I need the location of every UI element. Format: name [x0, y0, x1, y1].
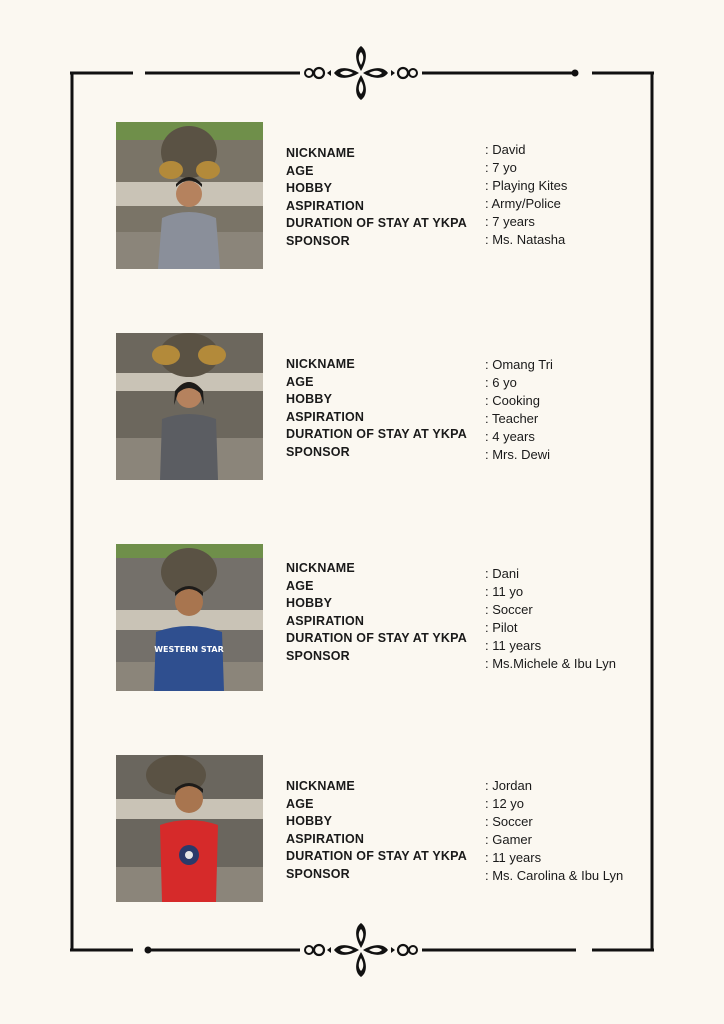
duration-label: DURATION OF STAY AT YKPA — [286, 216, 467, 230]
field-labels — [286, 145, 486, 250]
duration-value: : 11 years — [485, 850, 542, 865]
field-values — [485, 777, 665, 885]
child-profile-card — [116, 755, 656, 903]
age-label: AGE — [286, 374, 314, 389]
sponsor-label: SPONSOR — [286, 866, 350, 881]
sponsor-value: : Ms.Michele & Ibu Lyn — [485, 656, 617, 671]
nickname-label: NICKNAME — [286, 779, 355, 793]
child-profile-card — [116, 122, 656, 270]
nickname-label: NICKNAME — [286, 357, 355, 371]
hobby-value: : Soccer — [485, 814, 533, 829]
child-photo — [116, 544, 263, 691]
sponsor-label: SPONSOR — [286, 444, 350, 459]
sponsor-value: : Ms. Carolina & Ibu Lyn — [485, 868, 624, 883]
sponsor-value: : Mrs. Dewi — [485, 447, 550, 462]
child-photo — [116, 755, 263, 902]
field-values — [485, 565, 665, 673]
aspiration-value: : Army/Police — [485, 196, 561, 211]
svg-text:WESTERN STAR: WESTERN STAR — [154, 645, 224, 654]
age-value: : 7 yo — [485, 160, 517, 175]
aspiration-label: ASPIRATION — [286, 198, 365, 213]
field-values — [485, 141, 665, 249]
field-labels — [286, 356, 486, 461]
shirt — [160, 414, 218, 480]
aspiration-label: ASPIRATION — [286, 831, 365, 846]
duration-value: : 4 years — [485, 429, 535, 444]
aspiration-label: ASPIRATION — [286, 613, 365, 628]
age-label: AGE — [286, 578, 314, 593]
hobby-label: HOBBY — [286, 596, 333, 610]
age-value: : 11 yo — [485, 584, 524, 599]
age-label: AGE — [286, 796, 314, 811]
age-value: : 12 yo — [485, 796, 525, 811]
hobby-label: HOBBY — [286, 181, 333, 195]
duration-label: DURATION OF STAY AT YKPA — [286, 849, 467, 863]
nickname-value: : Dani — [485, 566, 519, 581]
nickname-value: : Jordan — [485, 778, 532, 793]
child-photo — [116, 122, 263, 269]
duration-value: : 7 years — [485, 214, 535, 229]
field-labels — [286, 560, 486, 665]
aspiration-value: : Gamer — [485, 832, 532, 847]
aspiration-value: : Teacher — [485, 411, 539, 426]
hobby-value: : Playing Kites — [485, 178, 568, 193]
child-photo — [116, 333, 263, 480]
hobby-value: : Cooking — [485, 393, 540, 408]
hobby-value: : Soccer — [485, 602, 533, 617]
age-label: AGE — [286, 163, 314, 178]
sponsor-label: SPONSOR — [286, 648, 350, 663]
nickname-label: NICKNAME — [286, 561, 355, 575]
nickname-label: NICKNAME — [286, 146, 355, 160]
nickname-value: : Omang Tri — [485, 357, 553, 372]
hobby-label: HOBBY — [286, 392, 333, 406]
child-profile-card — [116, 544, 656, 692]
duration-value: : 11 years — [485, 638, 542, 653]
sponsor-label: SPONSOR — [286, 233, 350, 248]
field-labels — [286, 778, 486, 883]
age-value: : 6 yo — [485, 375, 517, 390]
aspiration-label: ASPIRATION — [286, 409, 365, 424]
hobby-label: HOBBY — [286, 814, 333, 828]
child-profile-card — [116, 333, 656, 481]
sponsor-value: : Ms. Natasha — [485, 232, 566, 247]
duration-label: DURATION OF STAY AT YKPA — [286, 631, 467, 645]
nickname-value: : David — [485, 142, 526, 157]
aspiration-value: : Pilot — [485, 620, 518, 635]
field-values — [485, 356, 665, 464]
duration-label: DURATION OF STAY AT YKPA — [286, 427, 467, 441]
